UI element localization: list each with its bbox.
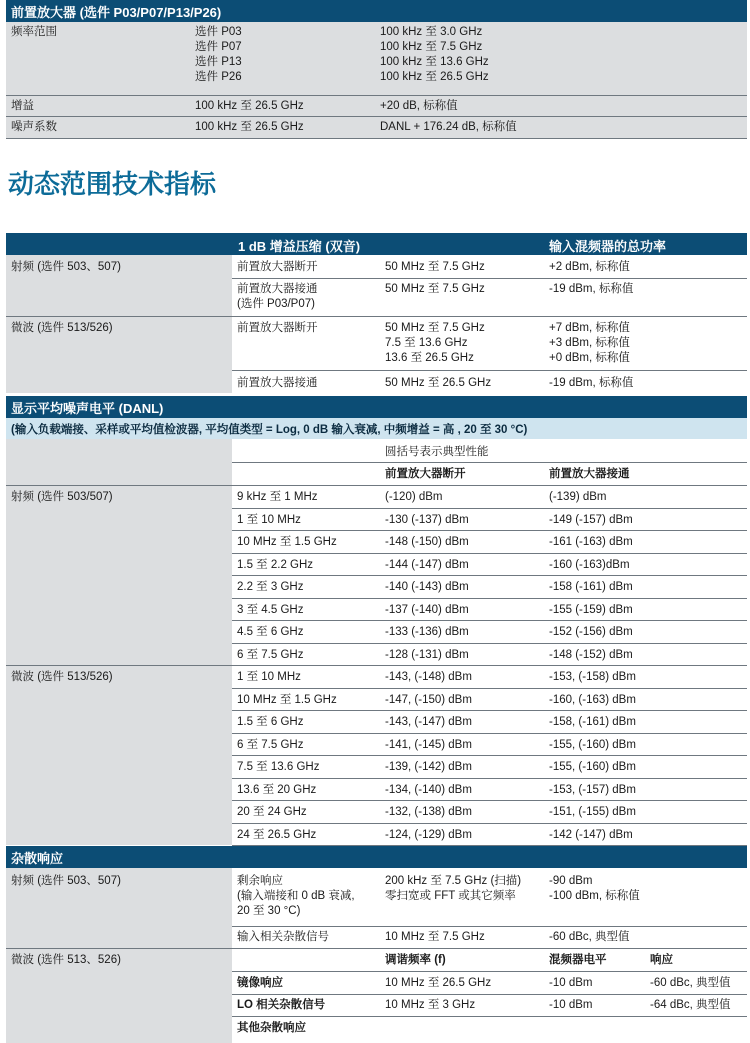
danl-cell-off: -124, (-129) dBm	[385, 828, 472, 841]
compression-mw-r1-c1: 前置放大器断开	[237, 322, 318, 334]
danl-cell-freq: 24 至 26.5 GHz	[237, 828, 317, 841]
spurious-residual	[237, 874, 355, 919]
preamp-range: 100 kHz 至 7.5 GHz	[380, 41, 483, 53]
divider	[232, 370, 747, 371]
divider	[232, 688, 747, 689]
spurious-image-resp: -60 dBc, 典型值	[650, 977, 731, 989]
danl-cell-on: -161 (-163) dBm	[549, 536, 633, 548]
compression-rf-r1-c1: 前置放大器断开	[237, 261, 318, 273]
danl-cell-off: -141, (-145) dBm	[385, 738, 472, 751]
divider	[6, 665, 747, 666]
compression-rf-r2-c1b: (选件 P03/P07)	[237, 298, 315, 310]
divider	[232, 553, 747, 554]
danl-cell-on: (-139) dBm	[549, 491, 607, 503]
spurious-image-mix: -10 dBm	[549, 977, 593, 989]
compression-mw-value: +3 dBm, 标称值	[549, 337, 630, 349]
spurious-header	[6, 846, 747, 868]
divider	[232, 575, 747, 576]
divider	[232, 926, 747, 927]
divider	[232, 733, 747, 734]
danl-cell-freq: 20 至 24 GHz	[237, 806, 307, 818]
danl-cell-on: -152 (-156) dBm	[549, 626, 633, 638]
danl-cell-freq: 1.5 至 6 GHz	[237, 716, 304, 728]
preamp-nf-value: DANL + 176.24 dB, 标称值	[380, 121, 517, 133]
compression-mw-label: 微波 (选件 513/526)	[11, 322, 113, 334]
danl-cell-off: -133 (-136) dBm	[385, 626, 469, 638]
preamp-gain-label: 增益	[11, 100, 34, 112]
divider	[6, 138, 747, 139]
preamp-nf-range: 100 kHz 至 26.5 GHz	[195, 121, 304, 133]
danl-cell-on: -148 (-152) dBm	[549, 648, 633, 661]
spurious-rf-label: 射频 (选件 503、507)	[11, 875, 121, 887]
divider	[232, 620, 747, 621]
preamp-option: 选件 P03	[195, 26, 242, 38]
divider	[6, 948, 747, 949]
danl-cell-on: -155, (-160) dBm	[549, 738, 636, 751]
danl-title: 显示平均噪声电平 (DANL)	[11, 400, 164, 416]
preamp-nf-label: 噪声系数	[11, 121, 57, 133]
spurious-title: 杂散响应	[11, 850, 64, 866]
divider	[232, 530, 747, 531]
preamp-gain-value: +20 dB, 标称值	[380, 100, 458, 112]
danl-cell-on: -158, (-161) dBm	[549, 716, 636, 728]
danl-cell-freq: 2.2 至 3 GHz	[237, 581, 304, 593]
preamp-gain-row	[6, 96, 747, 116]
compression-col1: 1 dB 增益压缩 (双音)	[238, 239, 361, 254]
divider	[232, 755, 747, 756]
spurious-other: 其他杂散响应	[237, 1022, 306, 1034]
danl-cell-off: -148 (-150) dBm	[385, 536, 469, 548]
compression-rf-r2-c3: -19 dBm, 标称值	[549, 283, 634, 295]
spurious-input-related: 输入相关杂散信号	[237, 931, 329, 943]
danl-cell-freq: 1 至 10 MHz	[237, 671, 301, 683]
danl-cell-freq: 10 MHz 至 1.5 GHz	[237, 693, 337, 706]
danl-cell-off: -143, (-148) dBm	[385, 671, 472, 683]
danl-subtitle: (输入负载端接、采样或平均值检波器, 平均值类型 = Log, 0 dB 输入衰减, 中频增益 = 高 , 20 至 30 °C)	[11, 423, 528, 436]
compression-mw-range: 13.6 至 26.5 GHz	[385, 352, 474, 364]
compression-col2: 输入混频器的总功率	[549, 239, 667, 254]
page-heading: 动态范围技术指标	[8, 170, 217, 200]
divider	[6, 316, 747, 317]
preamp-freq-row	[6, 22, 747, 95]
danl-subheader	[6, 418, 747, 439]
spurious-residual-val-line: -100 dBm, 标称值	[549, 890, 640, 902]
danl-cell-freq: 9 kHz 至 1 MHz	[237, 491, 318, 503]
danl-col-off: 前置放大器断开	[385, 468, 466, 480]
danl-cell-off: (-120) dBm	[385, 491, 443, 503]
compression-mw-range: 50 MHz 至 7.5 GHz	[385, 322, 485, 334]
divider	[232, 994, 747, 995]
spurious-residual-freq-line: 200 kHz 至 7.5 GHz (扫描)	[385, 875, 522, 887]
preamp-option: 选件 P13	[195, 56, 242, 68]
danl-header	[6, 396, 747, 418]
compression-rf-label: 射频 (选件 503、507)	[11, 261, 121, 273]
danl-cell-on: -153, (-157) dBm	[549, 783, 636, 796]
preamp-range: 100 kHz 至 13.6 GHz	[380, 56, 489, 68]
danl-cell-on: -155 (-159) dBm	[549, 603, 633, 616]
danl-cell-on: -158 (-161) dBm	[549, 581, 633, 593]
danl-rf-label: 射频 (选件 503/507)	[11, 491, 113, 503]
spurious-input-related-freq: 10 MHz 至 7.5 GHz	[385, 931, 485, 943]
preamp-freq-label: 频率范围	[11, 26, 57, 38]
danl-cell-off: -128 (-131) dBm	[385, 648, 469, 661]
spurious-residual-line: 剩余响应	[237, 875, 283, 887]
spurious-lo-mix: -10 dBm	[549, 999, 593, 1011]
danl-cell-on: -142 (-147) dBm	[549, 828, 633, 841]
danl-cell-on: -155, (-160) dBm	[549, 761, 636, 773]
divider	[232, 462, 747, 463]
danl-cell-freq: 10 MHz 至 1.5 GHz	[237, 536, 337, 548]
preamp-range: 100 kHz 至 3.0 GHz	[380, 26, 483, 38]
danl-cell-freq: 13.6 至 20 GHz	[237, 783, 317, 796]
compression-rf-r1-c2: 50 MHz 至 7.5 GHz	[385, 261, 485, 273]
compression-mw-r1-values	[549, 321, 630, 366]
preamp-title: 前置放大器 (选件 P03/P07/P13/P26)	[11, 4, 222, 20]
divider	[6, 485, 747, 486]
danl-cell-on: -153, (-158) dBm	[549, 671, 636, 683]
compression-mw-r2-c1: 前置放大器接通	[237, 377, 318, 389]
compression-mw-range: 7.5 至 13.6 GHz	[385, 337, 468, 349]
danl-mw-label: 微波 (选件 513/526)	[11, 671, 113, 683]
danl-cell-freq: 7.5 至 13.6 GHz	[237, 761, 320, 773]
compression-header	[6, 233, 747, 255]
danl-typical-note: 圆括号表示典型性能	[385, 446, 489, 458]
spurious-lo-resp: -64 dBc, 典型值	[650, 999, 731, 1011]
spurious-residual-val-line: -90 dBm	[549, 875, 593, 887]
spurious-image-freq: 10 MHz 至 26.5 GHz	[385, 977, 492, 989]
compression-mw-r1-ranges	[385, 321, 485, 366]
divider	[232, 823, 747, 824]
spurious-residual-val	[549, 874, 640, 904]
spurious-input-related-val: -60 dBc, 典型值	[549, 931, 630, 943]
danl-cell-off: -139, (-142) dBm	[385, 761, 472, 773]
divider	[232, 598, 747, 599]
compression-rf-r2-c2: 50 MHz 至 7.5 GHz	[385, 283, 485, 295]
preamp-nf-row	[6, 117, 747, 138]
compression-rf-r2-c1a: 前置放大器接通	[237, 283, 318, 295]
compression-rf-r2-c1	[237, 282, 318, 312]
danl-cell-freq: 1 至 10 MHz	[237, 513, 301, 526]
danl-cell-on: -160 (-163)dBm	[549, 558, 630, 571]
preamp-option-list	[195, 25, 242, 85]
preamp-option: 选件 P07	[195, 41, 242, 53]
preamp-gain-range: 100 kHz 至 26.5 GHz	[195, 100, 304, 112]
danl-cell-off: -134, (-140) dBm	[385, 783, 472, 796]
divider	[232, 508, 747, 509]
danl-cell-off: -137 (-140) dBm	[385, 603, 469, 616]
danl-cell-on: -151, (-155) dBm	[549, 806, 636, 818]
spurious-mw-label: 微波 (选件 513、526)	[11, 954, 121, 966]
danl-cell-freq: 6 至 7.5 GHz	[237, 648, 304, 661]
divider	[232, 800, 747, 801]
divider	[232, 643, 747, 644]
spurious-lo-freq: 10 MHz 至 3 GHz	[385, 999, 476, 1011]
danl-cell-off: -130 (-137) dBm	[385, 513, 469, 526]
preamp-section-header	[6, 0, 747, 22]
divider	[232, 1016, 747, 1017]
danl-cell-on: -160, (-163) dBm	[549, 693, 636, 706]
danl-cell-freq: 1.5 至 2.2 GHz	[237, 558, 314, 571]
divider	[232, 971, 747, 972]
spurious-residual-freq	[385, 874, 521, 904]
divider	[232, 778, 747, 779]
danl-cell-freq: 6 至 7.5 GHz	[237, 738, 304, 751]
spurious-lo: LO 相关杂散信号	[237, 999, 326, 1011]
spurious-residual-line: (输入端接和 0 dB 衰减,	[237, 890, 355, 902]
spurious-hdr-mixer: 混频器电平	[549, 954, 607, 966]
danl-cell-off: -144 (-147) dBm	[385, 558, 469, 571]
danl-cell-on: -149 (-157) dBm	[549, 513, 633, 526]
danl-col-on: 前置放大器接通	[549, 468, 630, 480]
compression-mw-value: +0 dBm, 标称值	[549, 352, 630, 364]
preamp-range: 100 kHz 至 26.5 GHz	[380, 71, 489, 83]
compression-rf-r1-c3: +2 dBm, 标称值	[549, 261, 630, 273]
spurious-residual-freq-line: 零扫宽或 FFT 或其它频率	[385, 890, 516, 902]
divider	[232, 710, 747, 711]
compression-mw-r2-c3: -19 dBm, 标称值	[549, 377, 634, 389]
divider	[232, 278, 747, 279]
danl-cell-off: -143, (-147) dBm	[385, 716, 472, 728]
danl-cell-off: -140 (-143) dBm	[385, 581, 469, 593]
danl-cell-off: -132, (-138) dBm	[385, 806, 472, 818]
spurious-hdr-resp: 响应	[650, 954, 673, 966]
danl-cell-off: -147, (-150) dBm	[385, 693, 472, 706]
compression-mw-value: +7 dBm, 标称值	[549, 322, 630, 334]
spurious-hdr-tuned: 调谐频率 (f)	[385, 954, 446, 966]
danl-cell-freq: 3 至 4.5 GHz	[237, 603, 304, 616]
spurious-residual-line: 20 至 30 °C)	[237, 905, 301, 917]
preamp-range-list	[380, 25, 489, 85]
compression-mw-r2-c2: 50 MHz 至 26.5 GHz	[385, 377, 492, 389]
preamp-option: 选件 P26	[195, 71, 242, 83]
spurious-image: 镜像响应	[237, 977, 283, 989]
danl-cell-freq: 4.5 至 6 GHz	[237, 626, 304, 638]
